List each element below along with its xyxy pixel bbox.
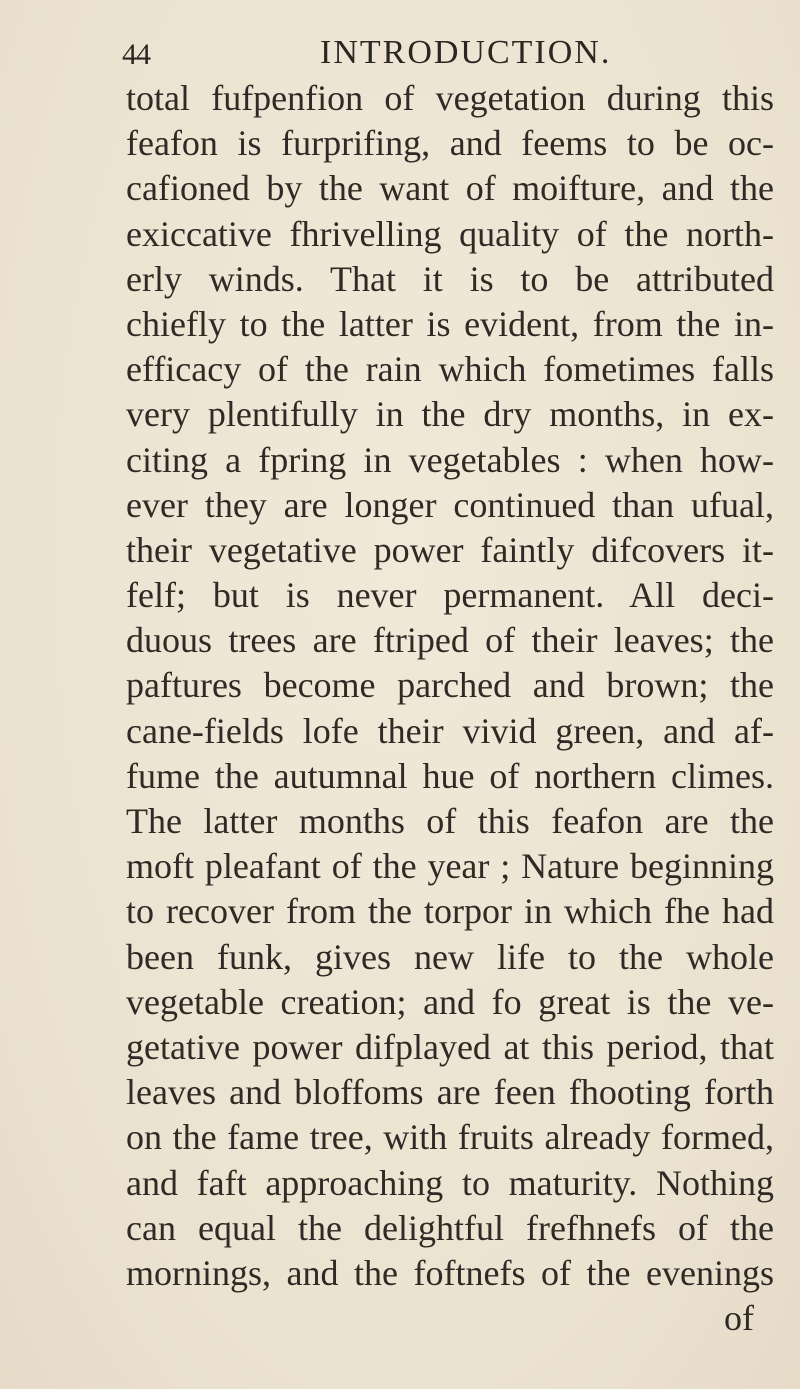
text-line: erly winds. That it is to be attributed — [126, 258, 774, 299]
text-line: fume the autumnal hue of northern climes. — [126, 755, 774, 796]
text-line: very plentifully in the dry months, in ex- — [126, 394, 774, 435]
text-line: chiefly to the latter is evident, from the in- — [126, 303, 774, 344]
text-line: exiccative fhrivelling quality of the north- — [126, 213, 774, 254]
text-line: total fufpenfion of vegetation during this — [126, 78, 774, 118]
page-number: 44 — [122, 38, 150, 71]
catchword: of — [724, 1298, 754, 1339]
text-line: citing a fpring in vegetables : when how- — [126, 439, 774, 480]
text-line: efficacy of the rain which fometimes falls — [126, 349, 774, 390]
text-line: to recover from the torpor in which fhe had — [126, 891, 774, 932]
body-text — [126, 76, 774, 1341]
text-line: ever they are longer continued than ufual, — [126, 484, 774, 525]
text-line: felf; but is never permanent. All deci- — [126, 575, 774, 616]
text-line: vegetable creation; and fo great is the ve- — [126, 981, 774, 1022]
text-line: mornings, and the foftnefs of the evenings — [126, 1252, 774, 1293]
text-line: feafon is furprifing, and feems to be oc- — [126, 123, 774, 164]
text-line: getative power difplayed at this period, that — [126, 1026, 774, 1067]
text-line: on the fame tree, with fruits already formed, — [126, 1117, 774, 1158]
text-line: paftures become parched and brown; the — [126, 665, 774, 706]
text-line: can equal the delightful frefhnefs of the — [126, 1207, 774, 1248]
page-header — [122, 34, 772, 82]
text-line: cafioned by the want of moifture, and the — [126, 168, 774, 209]
text-line: their vegetative power faintly difcovers it- — [126, 529, 774, 570]
text-line: The latter months of this feafon are the — [126, 801, 774, 841]
running-head: INTRODUCTION. — [320, 34, 612, 71]
text-line: and faft approaching to maturity. Nothing — [126, 1162, 774, 1203]
text-line: moft pleafant of the year ; Nature beginning — [126, 846, 774, 887]
text-line: duous trees are ftriped of their leaves; the — [126, 620, 774, 661]
text-line: been funk, gives new life to the whole — [126, 936, 774, 977]
text-line: cane-fields lofe their vivid green, and af- — [126, 710, 774, 751]
text-line: leaves and bloffoms are feen fhooting forth — [126, 1072, 774, 1113]
